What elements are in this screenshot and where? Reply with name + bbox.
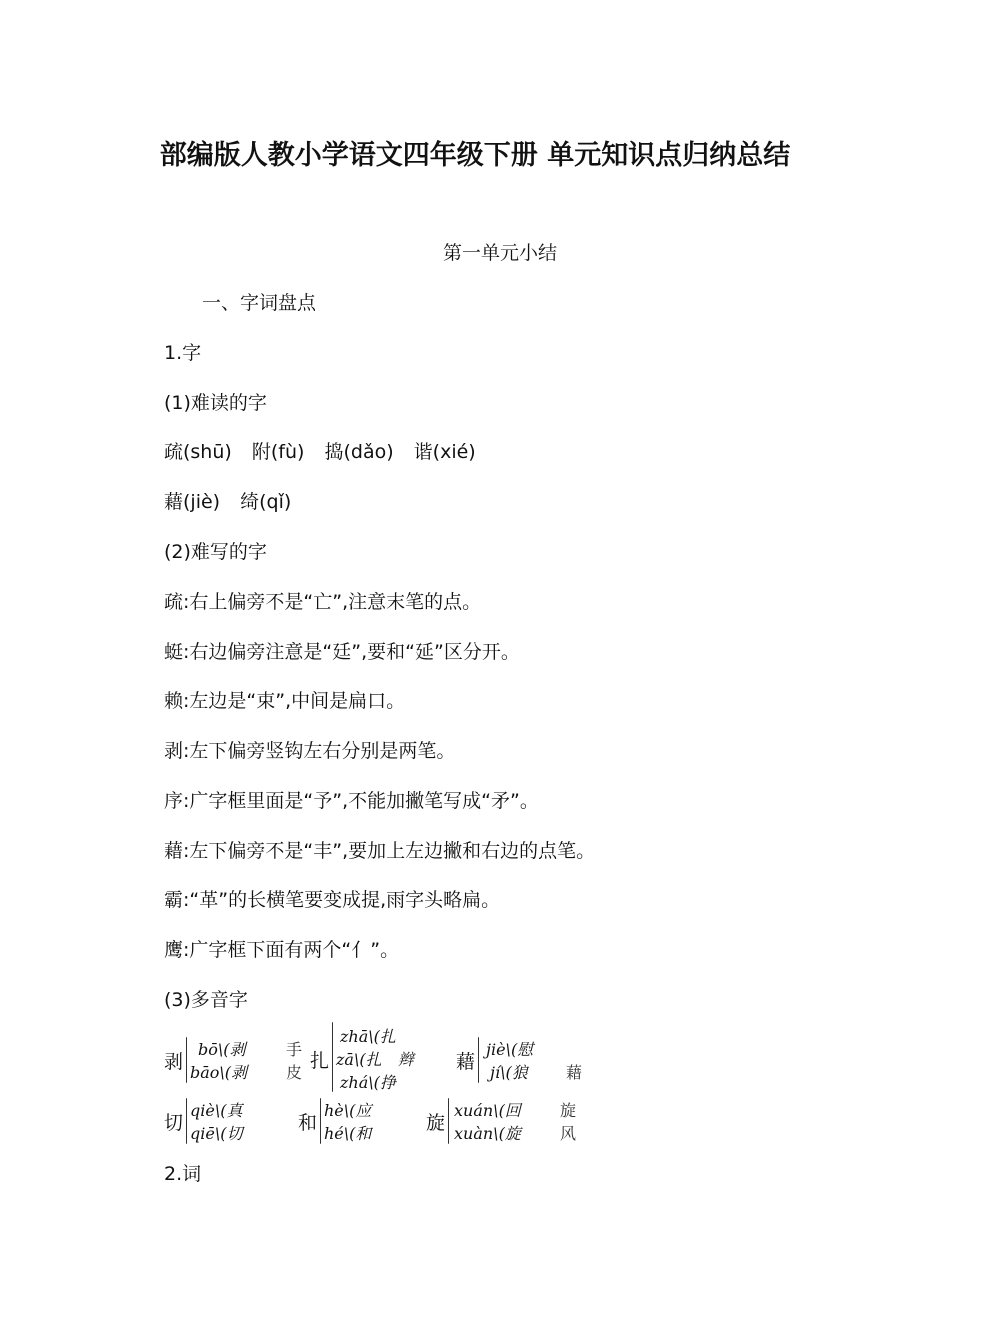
brace-mark	[478, 1037, 479, 1083]
pinyin-char: 谐(xié)	[413, 441, 476, 463]
polyphone-option: qiē\(切	[190, 1124, 243, 1143]
hard-write-line: 藉:左下偏旁不是“丰”,要加上左边撇和右边的点笔。	[164, 840, 596, 862]
hard-write-line: 剥:左下偏旁竖钩左右分别是两笔。	[164, 740, 456, 762]
clipped-text: 手	[286, 1040, 303, 1059]
polyphone-option: zā\(扎 辫	[336, 1050, 414, 1069]
subsection-heading-characters: 1.字	[164, 342, 202, 364]
polyphone-char: 旋	[426, 1112, 446, 1134]
polyphone-char: 扎	[310, 1050, 330, 1072]
polyphone-heading: (3)多音字	[164, 989, 248, 1011]
hard-read-row-1	[164, 437, 490, 464]
polyphone-option: xuán\(回	[454, 1101, 521, 1120]
pinyin-char: 藉(jiè)	[164, 491, 221, 513]
hard-write-line: 赖:左边是“束”,中间是扁口。	[164, 690, 406, 712]
unit-title: 第一单元小结	[442, 242, 557, 264]
hard-read-heading: (1)难读的字	[164, 392, 267, 414]
polyphone-option: bō\(剥	[198, 1040, 246, 1059]
polyphone-option: hè\(应	[324, 1101, 372, 1120]
polyphone-option: xuàn\(旋	[454, 1124, 521, 1143]
polyphone-option: bāo\(剥	[190, 1063, 248, 1082]
pinyin-char: 绮(qǐ)	[240, 491, 292, 513]
polyphone-group-jie	[456, 1035, 583, 1085]
hard-write-line: 鹰:广字框下面有两个“亻”。	[164, 939, 400, 961]
pinyin-char: 附(fù)	[251, 441, 305, 463]
polyphone-option: zhá\(挣	[340, 1073, 396, 1092]
polyphone-group-bo	[164, 1035, 303, 1085]
clipped-text: 藉	[566, 1063, 583, 1082]
section-heading: 一、字词盘点	[202, 292, 317, 314]
pinyin-char: 疏(shū)	[164, 441, 232, 463]
polyphone-char: 切	[164, 1112, 184, 1134]
polyphone-char: 和	[298, 1112, 318, 1134]
subsection-heading-words: 2.词	[164, 1163, 202, 1185]
polyphone-option: hé\(和	[324, 1124, 372, 1143]
brace-mark	[448, 1098, 449, 1144]
polyphone-char: 剥	[164, 1051, 184, 1073]
document-title: 部编版人教小学语文四年级下册 单元知识点归纳总结	[159, 140, 791, 171]
brace-mark	[186, 1098, 187, 1144]
clipped-text: 风	[560, 1124, 577, 1143]
polyphone-group-qie	[164, 1096, 284, 1146]
brace-mark	[332, 1022, 333, 1092]
polyphone-option: jiè\(慰	[486, 1040, 534, 1059]
polyphone-group-he	[298, 1096, 418, 1146]
polyphone-group-xuan	[426, 1096, 577, 1146]
hard-write-line: 霸:“革”的长横笔要变成提,雨字头略扁。	[164, 889, 501, 911]
hard-write-line: 疏:右上偏旁不是“亡”,注意末笔的点。	[164, 591, 482, 613]
polyphone-char: 藉	[456, 1051, 476, 1073]
polyphone-option: zhā\(扎	[340, 1027, 396, 1046]
brace-mark	[186, 1037, 187, 1083]
polyphone-option: qiè\(真	[190, 1101, 243, 1120]
polyphone-group-zha	[310, 1022, 450, 1094]
hard-write-line: 序:广字框里面是“予”,不能加撇笔写成“矛”。	[164, 790, 539, 812]
clipped-text: 皮	[286, 1063, 303, 1082]
hard-write-heading: (2)难写的字	[164, 541, 267, 563]
hard-read-row-2	[164, 487, 305, 514]
pinyin-char: 捣(dǎo)	[324, 441, 394, 463]
brace-mark	[320, 1098, 321, 1144]
polyphone-option: jí\(狼	[490, 1063, 528, 1082]
clipped-text: 旋	[560, 1101, 577, 1120]
hard-write-line: 蜓:右边偏旁注意是“廷”,要和“延”区分开。	[164, 641, 520, 663]
